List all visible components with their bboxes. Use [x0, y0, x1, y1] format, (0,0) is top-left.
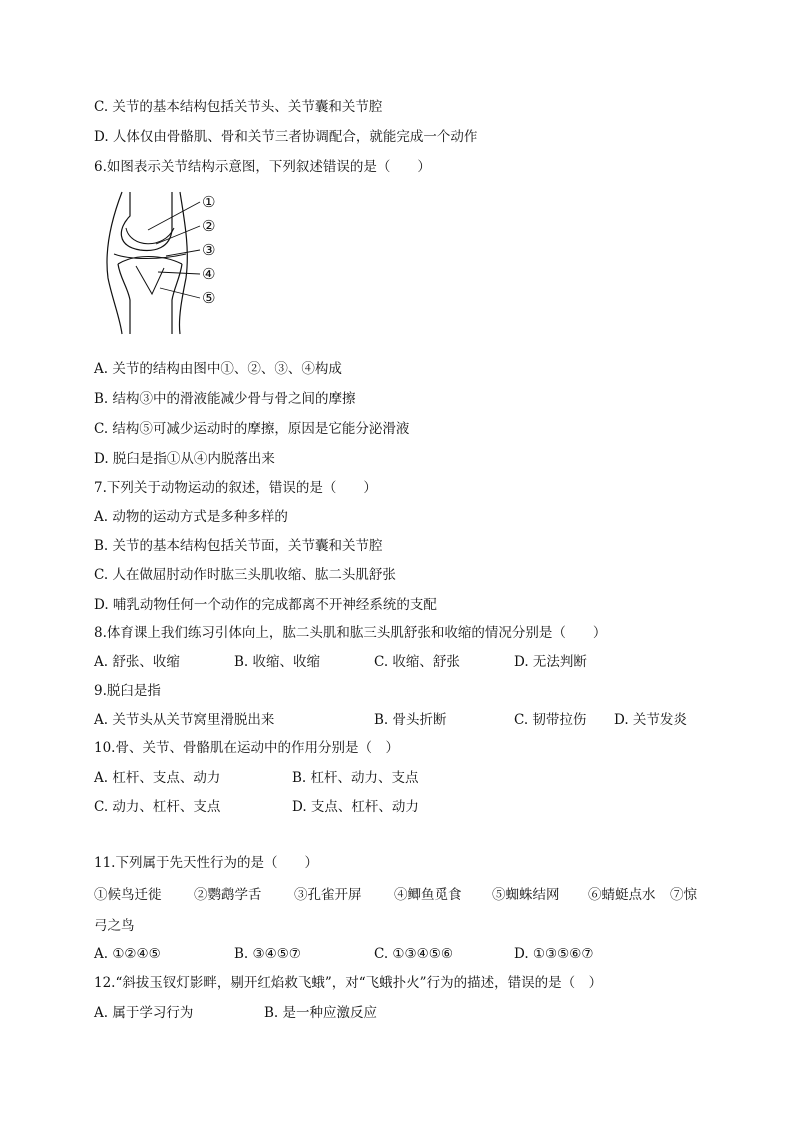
- q12-option-b: B. 是一种应激反应: [264, 1005, 378, 1021]
- q5-option-c: C. 关节的基本结构包括关节头、关节囊和关节腔: [94, 99, 383, 115]
- q9-option-c: C. 韧带拉伤: [514, 712, 587, 728]
- leader-line-1: [148, 202, 200, 230]
- q8-option-c: C. 收缩、舒张: [374, 654, 460, 670]
- q8-stem: 8.体育课上我们练习引体向上，肱二头肌和肱三头肌舒张和收缩的情况分别是（ ）: [94, 625, 607, 641]
- q11-item-5: ⑤蜘蛛结网: [492, 887, 560, 903]
- q10-options-row-1: [0, 769, 800, 787]
- q11-option-d: D. ①③⑤⑥⑦: [514, 946, 594, 962]
- q7-option-b: B. 关节的基本结构包括关节面，关节囊和关节腔: [94, 538, 383, 554]
- lower-bone-right: [172, 264, 182, 334]
- q10-option-d: D. 支点、杠杆、动力: [292, 799, 419, 815]
- q6-option-d: D. 脱臼是指①从④内脱落出来: [94, 451, 275, 467]
- figure-label-1: ①: [202, 193, 216, 211]
- q12-option-a: A. 属于学习行为: [94, 1005, 194, 1021]
- joint-structure-diagram: [100, 188, 230, 338]
- leader-line-2: [156, 226, 200, 244]
- q7-option-a: A. 动物的运动方式是多种多样的: [94, 509, 288, 525]
- q6-stem: 6.如图表示关节结构示意图，下列叙述错误的是（ ）: [94, 159, 431, 175]
- leader-line-4: [158, 272, 200, 274]
- q11-item-1: ①候鸟迁徙: [94, 887, 162, 903]
- figure-label-2: ②: [202, 217, 216, 235]
- q11-item-4: ④鲫鱼觅食: [394, 887, 462, 903]
- q9-stem: 9.脱臼是指: [94, 683, 161, 699]
- q12-stem: 12.“斜拔玉钗灯影畔，剔开红焰救飞蛾”，对“飞蛾扑火”行为的描述，错误的是（ ）: [94, 975, 603, 991]
- q7-option-c: C. 人在做屈肘动作时肱三头肌收缩、肱二头肌舒张: [94, 567, 396, 583]
- q7-stem: 7.下列关于动物运动的叙述，错误的是（ ）: [94, 480, 377, 496]
- q6-option-c: C. 结构⑤可减少运动时的摩擦，原因是它能分泌滑液: [94, 421, 410, 437]
- q11-item-6: ⑥蜻蜓点水: [588, 887, 656, 903]
- q10-option-c: C. 动力、杠杆、支点: [94, 799, 221, 815]
- q9-option-b: B. 骨头折断: [374, 712, 447, 728]
- q10-options-row-2: [0, 798, 800, 816]
- figure-label-5: ⑤: [202, 289, 216, 307]
- leader-line-5: [160, 288, 200, 298]
- q8-option-a: A. 舒张、收缩: [94, 654, 180, 670]
- q11-item-3: ③孔雀开屏: [294, 887, 362, 903]
- q9-options-row: [0, 711, 800, 729]
- q11-items-row: [0, 886, 800, 904]
- q7-option-d: D. 哺乳动物任何一个动作的完成都离不开神经系统的支配: [94, 597, 437, 613]
- q8-option-b: B. 收缩、收缩: [234, 654, 321, 670]
- q6-option-a: A. 关节的结构由图中①、②、③、④构成: [94, 361, 342, 377]
- figure-label-3: ③: [202, 241, 216, 259]
- q11-items-continued: 弓之鸟: [94, 918, 135, 934]
- q12-options-row: [0, 1004, 800, 1022]
- q5-option-d: D. 人体仅由骨骼肌、骨和关节三者协调配合，就能完成一个动作: [94, 129, 478, 145]
- q11-option-c: C. ①③④⑤⑥: [374, 946, 453, 962]
- figure-label-4: ④: [202, 265, 216, 283]
- q8-options-row: [0, 653, 800, 671]
- q10-option-a: A. 杠杆、支点、动力: [94, 770, 221, 786]
- q9-option-a: A. 关节头从关节窝里滑脱出来: [94, 712, 275, 728]
- q8-option-d: D. 无法判断: [514, 654, 587, 670]
- q11-option-b: B. ③④⑤⑦: [234, 946, 301, 962]
- q10-option-b: B. 杠杆、动力、支点: [292, 770, 419, 786]
- q10-stem: 10.骨、关节、骨骼肌在运动中的作用分别是（ ）: [94, 740, 399, 756]
- joint-head: [126, 228, 174, 244]
- q11-option-a: A. ①②④⑤: [94, 946, 161, 962]
- q11-options-row: [0, 945, 800, 963]
- ligament: [136, 266, 164, 294]
- q11-item-7: ⑦惊: [670, 887, 697, 903]
- q6-option-b: B. 结构③中的滑液能减少骨与骨之间的摩擦: [94, 391, 356, 407]
- q11-stem: 11.下列属于先天性行为的是（ ）: [94, 855, 318, 871]
- q11-item-2: ②鹦鹉学舌: [194, 887, 262, 903]
- q9-option-d: D. 关节发炎: [614, 712, 687, 728]
